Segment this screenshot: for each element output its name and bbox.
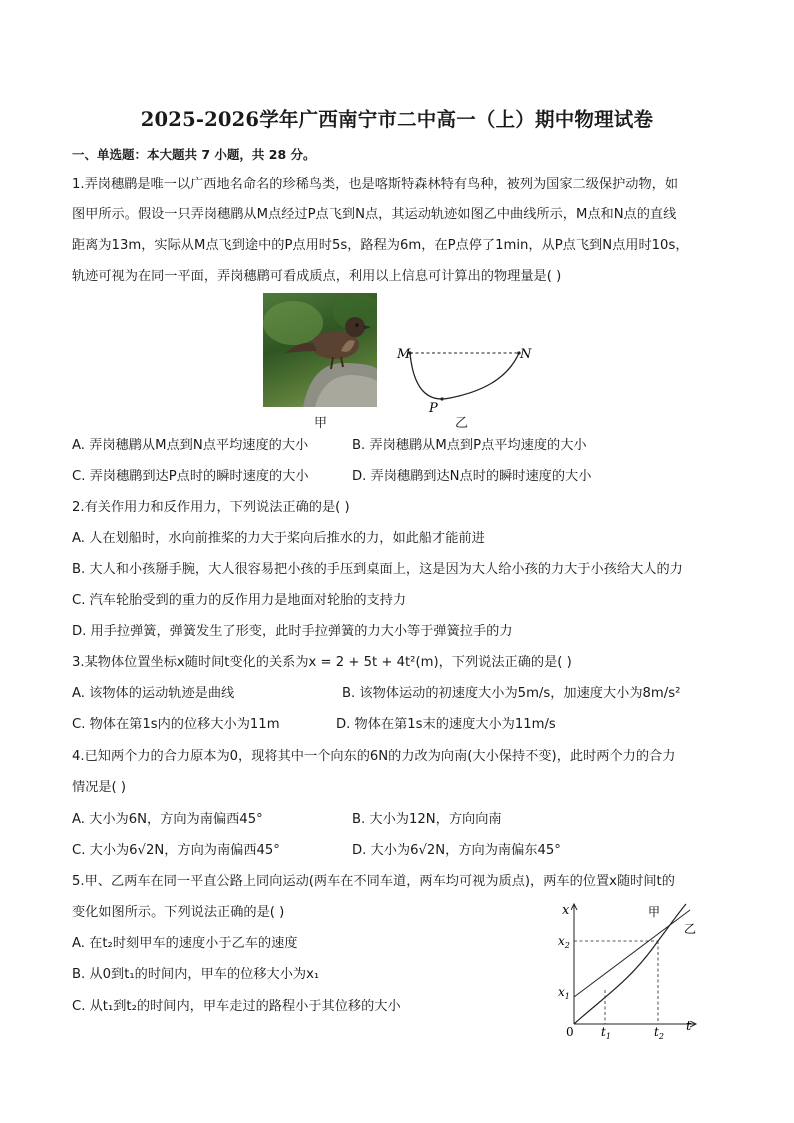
q4-option-b: B. 大小为12N，方向向南	[352, 812, 502, 827]
q2-option-a: A. 人在划船时，水向前推桨的力大于桨向后推水的力，如此船才能前进	[72, 531, 485, 546]
t1-label: $t_1$	[601, 1025, 611, 1040]
q4-stem-line-1: 4.已知两个力的合力原本为0，现将其中一个向东的6N的力改为向南(大小保持不变)，此时两个力的合力	[72, 749, 676, 764]
car-yi-label: 乙	[684, 922, 697, 936]
label-m: M	[397, 347, 411, 362]
q2-stem: 2.有关作用力和反作用力，下列说法正确的是( )	[72, 500, 350, 515]
axis-x-label: x	[562, 903, 570, 918]
section-heading-single-choice: 一、单选题：本大题共 7 小题，共 28 分。	[72, 147, 316, 162]
xt-graph	[550, 896, 710, 1040]
car-jia-curve	[574, 904, 686, 1024]
q5-stem-line-1: 5.甲、乙两车在同一平直公路上同向运动(两车在不同车道，两车均可视为质点)，两车的位置x随时间t的	[72, 874, 675, 889]
figure-yi-caption: 乙	[455, 416, 469, 431]
q1-option-c: C. 弄岗穗鹛到达P点时的瞬时速度的大小	[72, 469, 309, 484]
q3-option-c: C. 物体在第1s内的位移大小为11m	[72, 717, 280, 732]
q1-stem-line-4: 轨迹可视为在同一平面，弄岗穗鹛可看成质点，利用以上信息可计算出的物理量是( )	[72, 269, 562, 284]
q1-stem-line-3: 距离为13m，实际从M点飞到途中的P点用时5s，路程为6m，在P点停了1min，从P点飞到N点用时10s，	[72, 238, 689, 253]
q2-option-b: B. 大人和小孩掰手腕，大人很容易把小孩的手压到桌面上，这是因为大人给小孩的力大于小孩给大人的力	[72, 562, 683, 577]
q3-stem: 3.某物体位置坐标x随时间t变化的关系为x = 2 + 5t + 4t²(m)，下列说法正确的是( )	[72, 655, 572, 670]
q3-option-a: A. 该物体的运动轨迹是曲线	[72, 686, 235, 701]
q3-option-d: D. 物体在第1s末的速度大小为11m/s	[336, 717, 556, 732]
q4-option-a: A. 大小为6N，方向为南偏西45°	[72, 812, 263, 827]
q5-option-c: C. 从t₁到t₂的时间内，甲车走过的路程小于其位移的大小	[72, 999, 401, 1014]
label-n: N	[520, 347, 532, 362]
q2-option-c: C. 汽车轮胎受到的重力的反作用力是地面对轮胎的支持力	[72, 593, 407, 608]
car-yi-line	[574, 910, 690, 997]
q5-stem-line-2: 变化如图所示。下列说法正确的是( )	[72, 905, 285, 920]
x2-label: $x_2$	[558, 934, 570, 950]
q2-option-d: D. 用手拉弹簧，弹簧发生了形变，此时手拉弹簧的力大小等于弹簧拉手的力	[72, 624, 513, 639]
q5-option-a: A. 在t₂时刻甲车的速度小于乙车的速度	[72, 936, 298, 951]
q4-option-d: D. 大小为6√2N，方向为南偏东45°	[352, 843, 561, 858]
label-p: P	[429, 401, 438, 416]
q1-stem-line-2: 图甲所示。假设一只弄岗穗鹛从M点经过P点飞到N点，其运动轨迹如图乙中曲线所示，M点和N点的直线	[72, 207, 677, 222]
bird-photo	[263, 293, 377, 407]
bird-illustration	[263, 293, 377, 407]
axis-t-label: t	[686, 1019, 692, 1034]
q1-option-d: D. 弄岗穗鹛到达N点时的瞬时速度的大小	[352, 469, 592, 484]
q4-stem-line-2: 情况是( )	[72, 780, 127, 795]
origin-label: 0	[566, 1025, 574, 1039]
q4-option-c: C. 大小为6√2N，方向为南偏西45°	[72, 843, 280, 858]
figure-jia-caption: 甲	[314, 416, 328, 431]
x1-label: $x_1$	[558, 985, 570, 1001]
q5-option-b: B. 从0到t₁的时间内，甲车的位移大小为x₁	[72, 967, 320, 982]
page-title: 2025-2026学年广西南宁市二中高一（上）期中物理试卷	[140, 108, 654, 131]
trajectory-curve	[410, 353, 519, 399]
q3-option-b: B. 该物体运动的初速度大小为5m/s，加速度大小为8m/s²	[342, 686, 681, 701]
q1-stem-line-1: 1.弄岗穗鹛是唯一以广西地名命名的珍稀鸟类，也是喀斯特森林特有鸟种，被列为国家二级保护动物，如	[72, 177, 679, 192]
t2-label: $t_2$	[654, 1025, 664, 1040]
q1-option-b: B. 弄岗穗鹛从M点到P点平均速度的大小	[352, 438, 587, 453]
point-p	[440, 397, 443, 400]
car-jia-label: 甲	[648, 905, 661, 919]
q1-option-a: A. 弄岗穗鹛从M点到N点平均速度的大小	[72, 438, 309, 453]
